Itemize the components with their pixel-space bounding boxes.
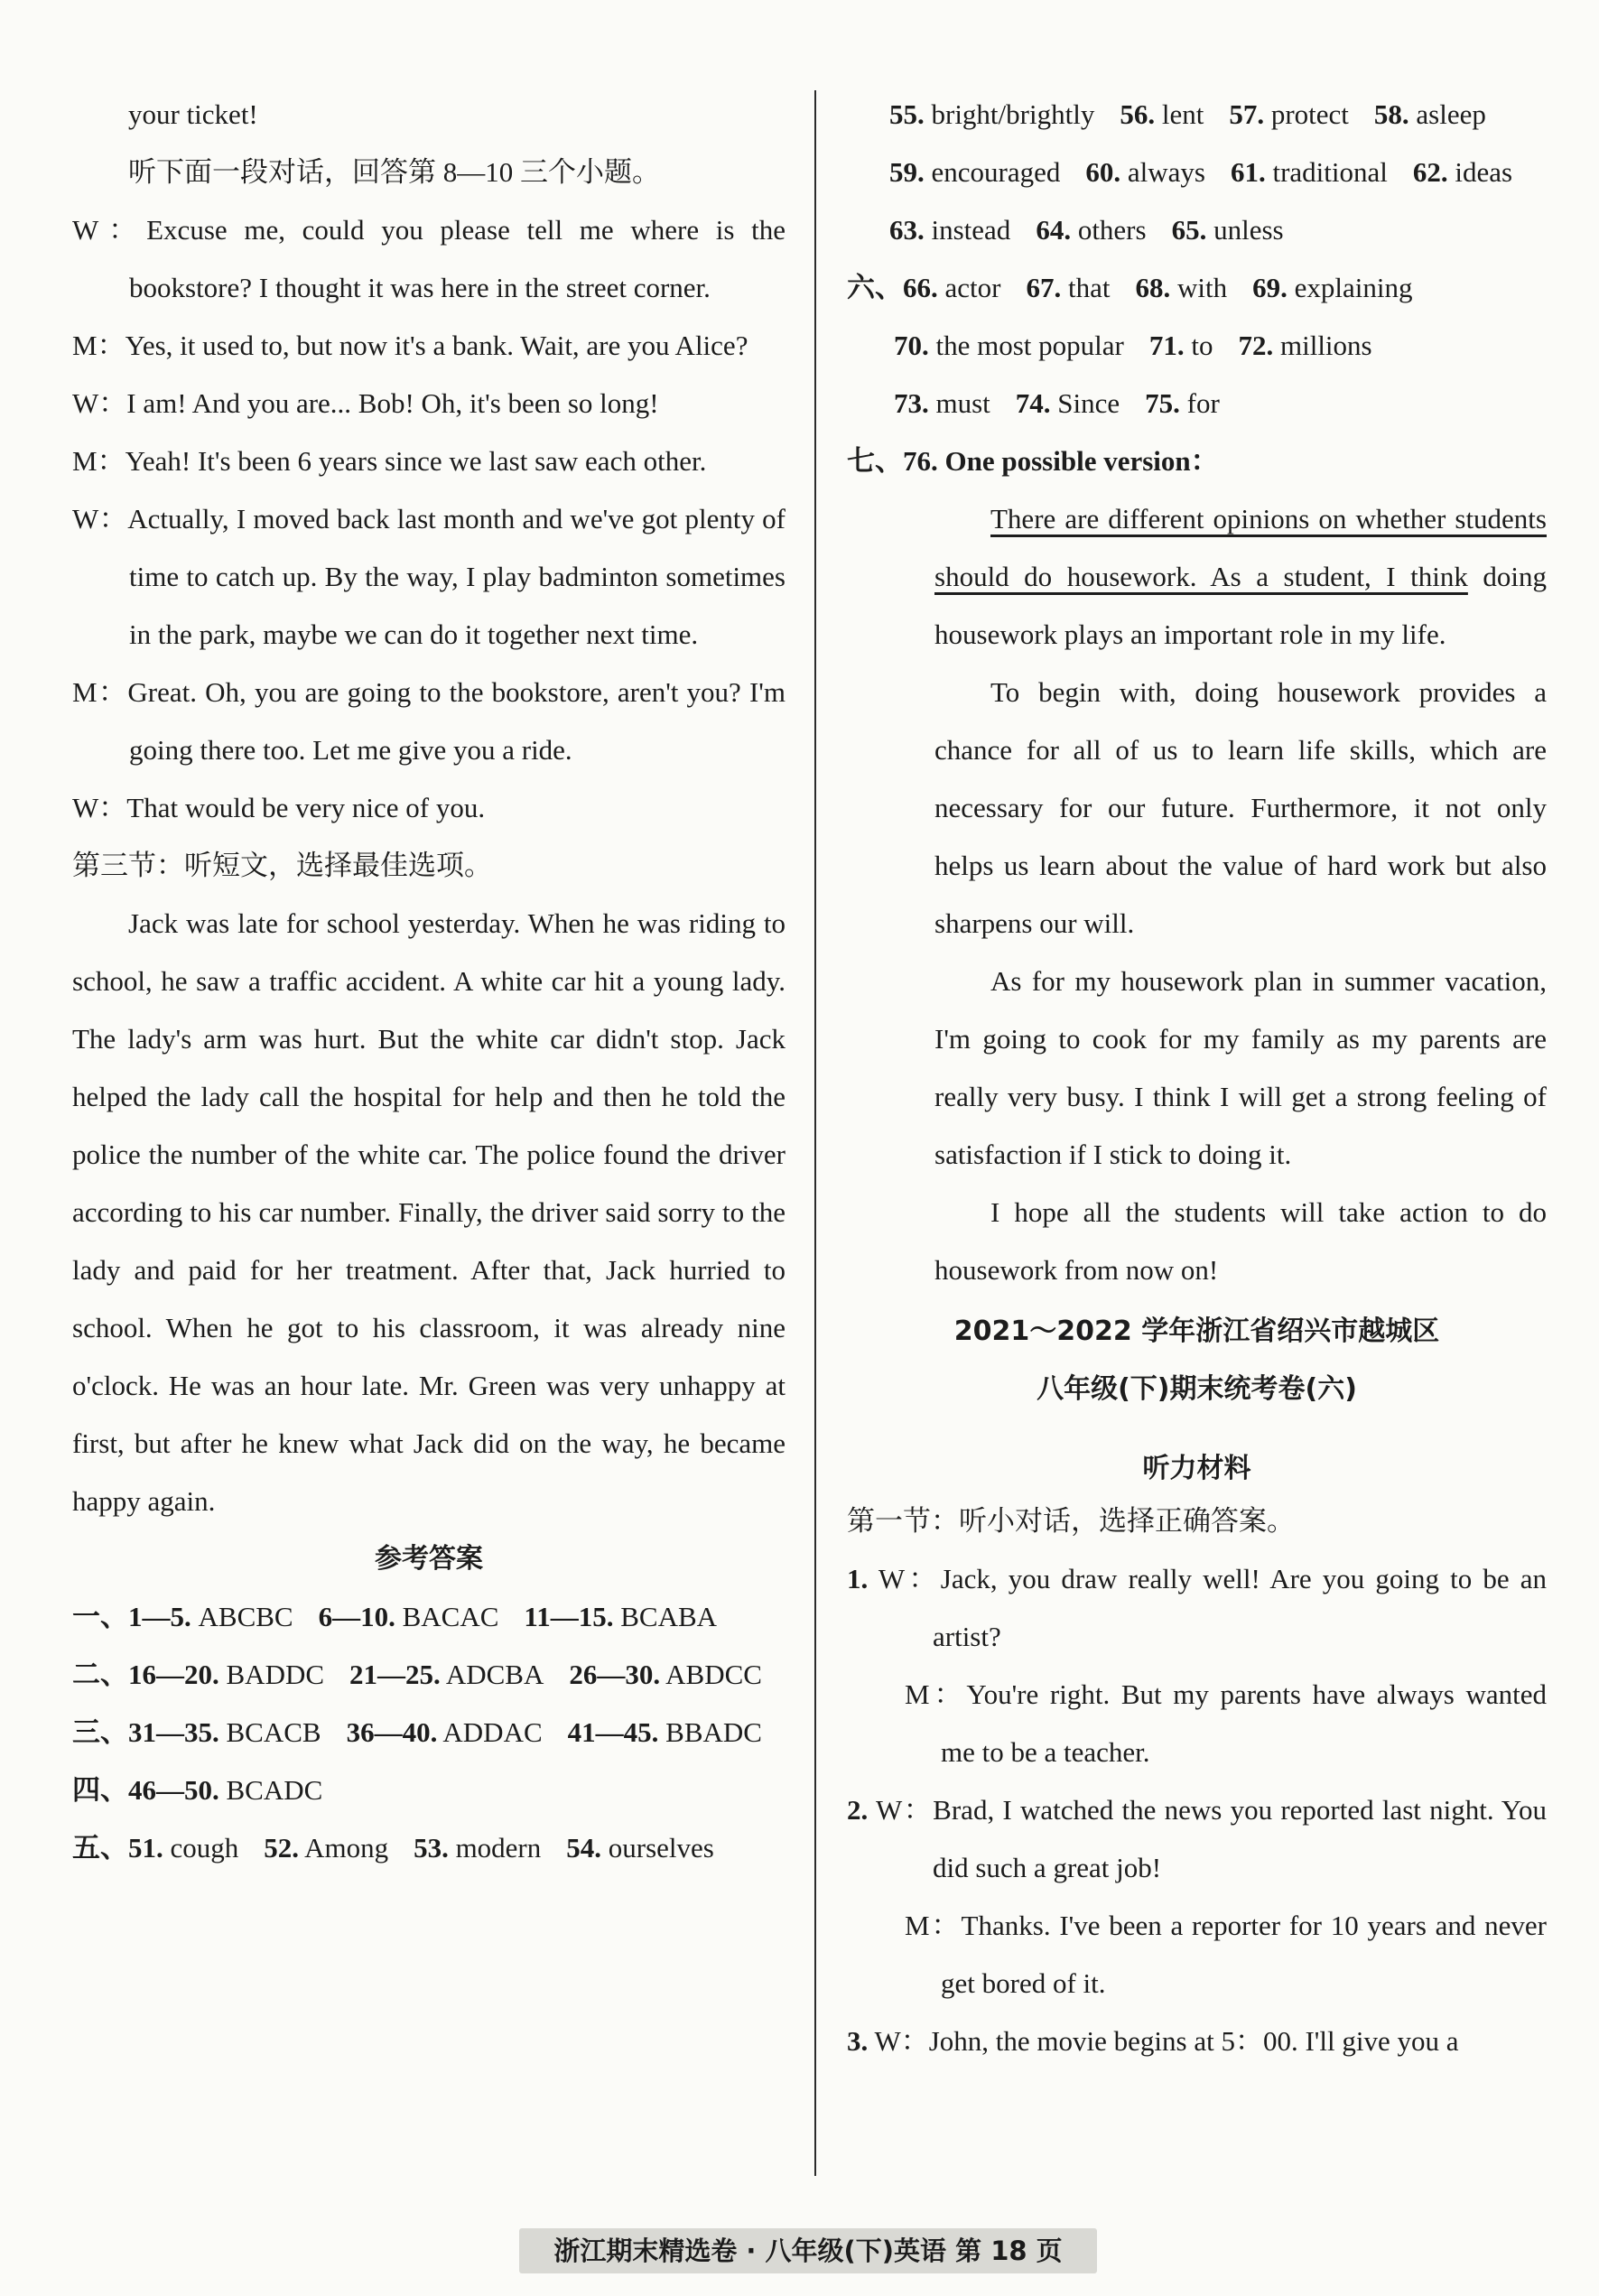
essay-paragraph-4: I hope all the students will take action to do housework from now on! (934, 1196, 1547, 1286)
dialogue-w1: W：Excuse me, could you please tell me where is the bookstore? I thought it was here in the street corner. (72, 214, 786, 303)
line-ticket: your ticket! (128, 98, 258, 130)
dialogue-1-w: 1. W：Jack, you draw really well! Are you going to be an artist? (847, 1563, 1547, 1652)
answer-row-59: 59. encouraged 60. always 61. traditional 62. ideas (889, 156, 1513, 188)
answer-row-73: 73. must 74. Since 75. for (894, 387, 1220, 419)
answers-title: 参考答案 (375, 1543, 483, 1575)
dialogue-m2: M：Yeah! It's been 6 years since we last saw each other. (72, 445, 707, 477)
dialogue-1-m: M：You're right. But my parents have always wanted me to be a teacher. (905, 1678, 1547, 1768)
passage-jack: Jack was late for school yesterday. When he was riding to school, he saw a traffic accident. A white car hit a young lady. The lady's arm was hurt. But the white car didn't stop. Jack helped the lady call the hospital for help and then he told the police the number of the white car. The police found the driver according to his car number. Finally, the driver said sorry to the lady and paid for her treatment. After that, Jack hurried to school. When he got to his classroom, it was already nine o'clock. He was an hour late. Mr. Green was very unhappy at first, but after he knew what Jack did on the way, he became happy again. (72, 907, 786, 1517)
answer-row-76: 七、76. One possible version： (847, 445, 1219, 477)
dialogue-w2: W：I am! And you are... Bob! Oh, it's been so long! (72, 387, 659, 419)
dialogue-2-w: 2. W：Brad, I watched the news you reported last night. You did such a great job! (847, 1794, 1547, 1883)
answer-row-2: 二、16—20. BADDC 21—25. ADCBA 26—30. ABDCC (72, 1659, 762, 1690)
section-3-heading: 第三节：听短文，选择最佳选项。 (72, 850, 492, 881)
answer-row-4: 四、46—50. BCADC (72, 1774, 323, 1806)
essay-underlined-sentence: There are different opinions on whether students should do housework. As a student, I think (934, 503, 1547, 592)
page-footer: 浙江期末精选卷 · 八年级(下)英语 第 18 页 (519, 2228, 1097, 2273)
dialogue-m1: M：Yes, it used to, but now it's a bank. Wait, are you Alice? (72, 330, 748, 361)
dialogue-w3: W：Actually, I moved back last month and we've got plenty of time to catch up. By the way, I play badminton sometimes in the park, maybe we can do it together next time. (72, 503, 786, 650)
right-column (847, 86, 1547, 2070)
answer-row-66: 六、66. actor 67. that 68. with 69. explaining (847, 272, 1413, 303)
essay-paragraph-3: As for my housework plan in summer vacation, I'm going to cook for my family as my parents are really very busy. I think I will get a strong feeling of satisfaction if I stick to doing it. (934, 965, 1547, 1170)
column-divider (814, 90, 816, 2176)
answer-row-63: 63. instead 64. others 65. unless (889, 214, 1284, 246)
essay-paragraph-2: To begin with, doing housework provides a chance for all of us to learn life skills, which are necessary for our future. Furthermore, it not only helps us learn about the value of hard work but also sharpens our will. (934, 676, 1547, 939)
answer-row-70: 70. the most popular 71. to 72. millions (894, 330, 1372, 361)
answer-row-55: 55. bright/brightly 56. lent 57. protect 58. asleep (889, 98, 1486, 130)
listening-title: 听力材料 (1142, 1453, 1251, 1484)
dialogue-3-w: 3. W：John, the movie begins at 5：00. I'll give you a (847, 2025, 1459, 2057)
left-column (72, 86, 786, 1877)
dialogue-m3: M：Great. Oh, you are going to the bookstore, aren't you? I'm going there too. Let me give you a ride. (72, 676, 786, 766)
exam-title-line-1: 2021～2022 学年浙江省绍兴市越城区 (953, 1315, 1440, 1347)
answer-row-5: 五、51. cough 52. Among 53. modern 54. ourselves (72, 1832, 714, 1864)
exam-title-line-2: 八年级(下)期末统考卷(六) (1037, 1373, 1357, 1405)
answer-row-1: 一、1—5. ABCBC 6—10. BACAC 11—15. BCABA (72, 1601, 718, 1632)
answer-row-3: 三、31—35. BCACB 36—40. ADDAC 41—45. BBADC (72, 1716, 762, 1748)
essay (847, 490, 1547, 1299)
section-1-heading: 第一节：听小对话，选择正确答案。 (847, 1505, 1295, 1537)
dialogue-2-m: M：Thanks. I've been a reporter for 10 years and never get bored of it. (905, 1910, 1547, 1999)
essay-paragraph-1: There are different opinions on whether students should do housework. As a student, I think doing housework plays an important role in my life. (934, 503, 1547, 650)
dialogue-w4: W：That would be very nice of you. (72, 792, 486, 823)
instruction-8-10: 听下面一段对话，回答第 8—10 三个小题。 (128, 156, 660, 188)
